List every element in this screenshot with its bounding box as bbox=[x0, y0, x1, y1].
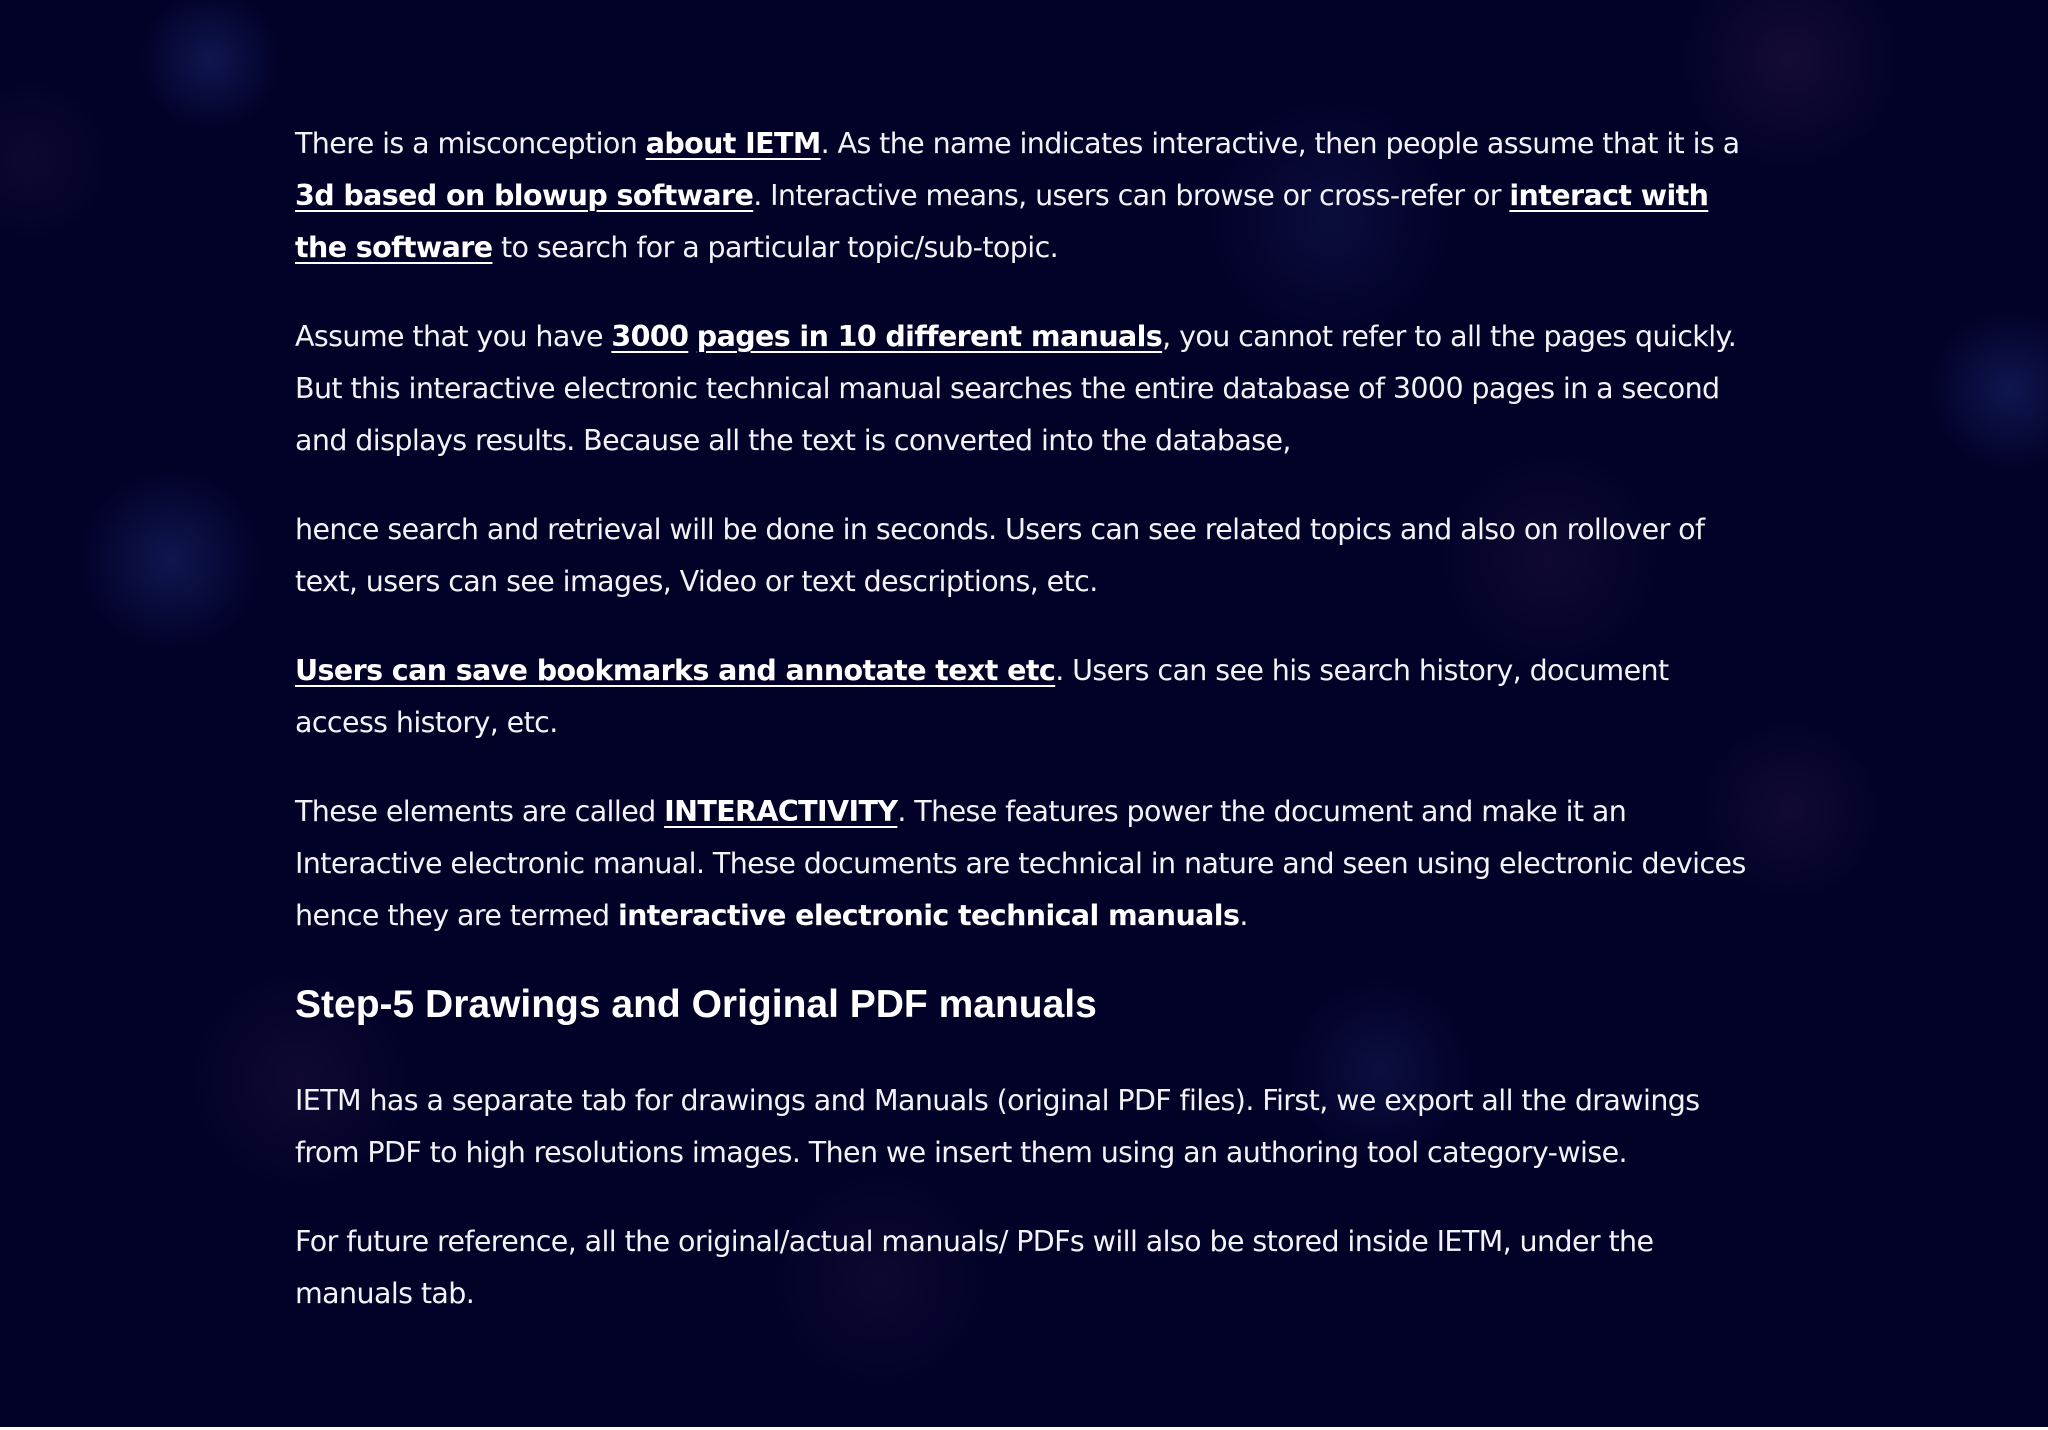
text-span: . bbox=[1239, 899, 1248, 932]
paragraph-manuals-tab bbox=[295, 1216, 1755, 1320]
text-span: These elements are called bbox=[295, 795, 665, 828]
text-span: to search for a particular topic/sub-topic. bbox=[492, 231, 1059, 264]
emphasis-interact-with-software: interact with the software bbox=[295, 179, 1709, 264]
emphasis-about-ietm: about IETM bbox=[645, 127, 821, 160]
text-span: . Interactive means, users can browse or cross-refer or bbox=[753, 179, 1510, 212]
emphasis-interactivity: INTERACTIVITY bbox=[664, 795, 898, 828]
text-span: . These features power the document and make it an Interactive electronic manual. These documents are technical in nature and seen using electronic devices hence they are termed bbox=[295, 795, 1746, 932]
text-span: . Users can see his search history, document access history, etc. bbox=[295, 654, 1669, 739]
paragraph-ietm-misconception bbox=[295, 118, 1755, 274]
emphasis-save-bookmarks: Users can save bookmarks and annotate text etc bbox=[295, 654, 1056, 687]
text-span: . As the name indicates interactive, then people assume that it is a bbox=[820, 127, 1740, 160]
paragraph-search-retrieval bbox=[295, 504, 1755, 608]
article-body bbox=[295, 118, 1755, 1320]
text-span: Assume that you have bbox=[295, 320, 612, 353]
paragraph-3000-pages bbox=[295, 311, 1755, 467]
text-span: There is a misconception bbox=[295, 127, 646, 160]
emphasis-ietm-term: interactive electronic technical manuals bbox=[617, 899, 1240, 932]
emphasis-pages-in-10-manuals: pages in 10 different manuals bbox=[696, 320, 1163, 353]
emphasis-3000: 3000 bbox=[611, 320, 689, 353]
paragraph-bookmarks bbox=[295, 645, 1755, 749]
emphasis-3d-blowup-software: 3d based on blowup software bbox=[295, 179, 754, 212]
paragraph-interactivity bbox=[295, 786, 1755, 942]
text-span: IETM has a separate tab for drawings and Manuals (original PDF files). First, we export all the drawings from PDF to high resolutions images. Then we insert them using an authoring tool category-wise. bbox=[295, 1084, 1700, 1169]
text-span bbox=[688, 320, 696, 353]
text-span: For future reference, all the original/actual manuals/ PDFs will also be stored inside IETM, under the manuals tab. bbox=[295, 1225, 1654, 1310]
text-span: , you cannot refer to all the pages quickly. But this interactive electronic technical manual searches the entire database of 3000 pages in a second and displays results. Because all the text is converted into the database, bbox=[295, 320, 1737, 457]
paragraph-drawings-tab bbox=[295, 1075, 1755, 1179]
text-span: hence search and retrieval will be done in seconds. Users can see related topics and also on rollover of text, users can see images, Video or text descriptions, etc. bbox=[295, 513, 1705, 598]
section-heading-step-5: Step-5 Drawings and Original PDF manuals bbox=[295, 983, 1097, 1026]
